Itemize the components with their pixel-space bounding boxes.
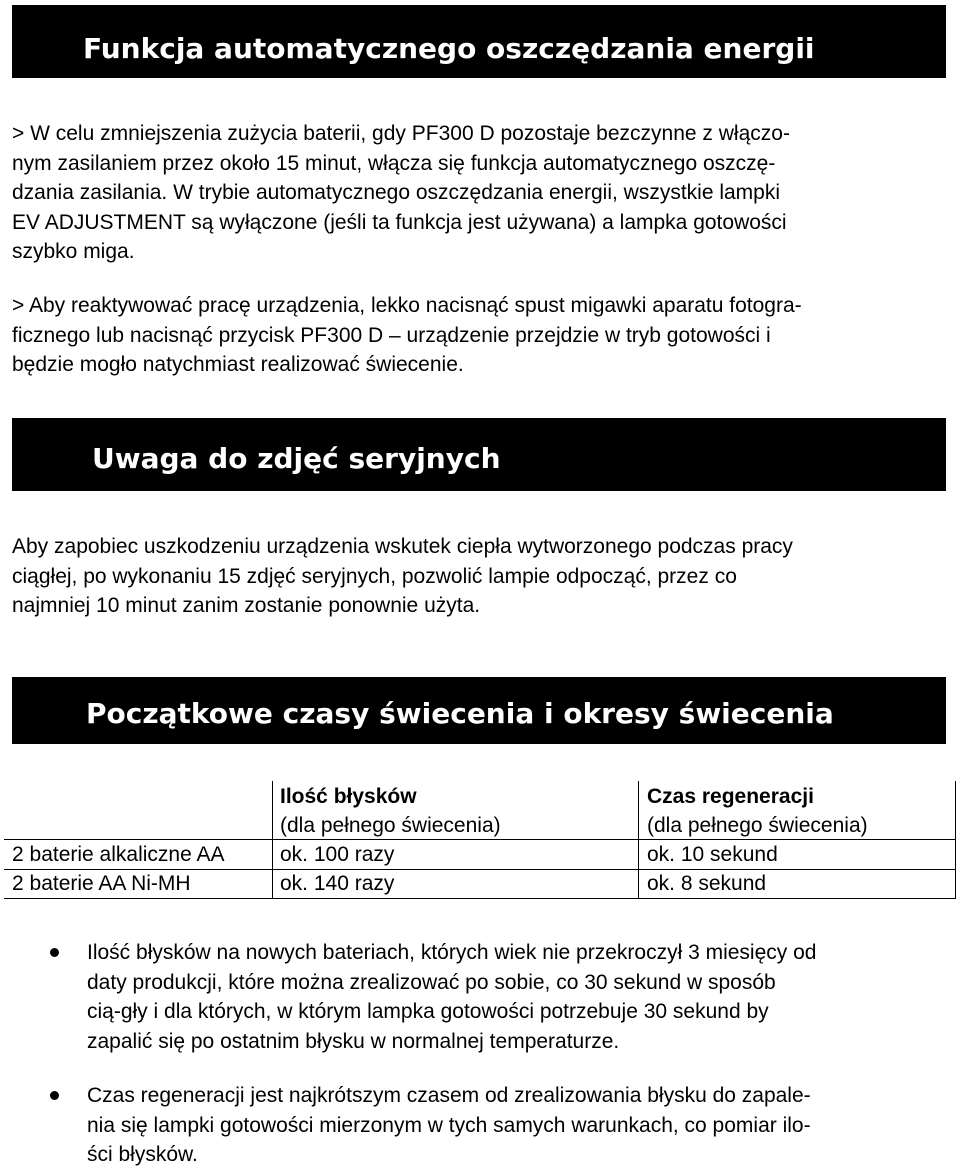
text-line: ciągłej, po wykonaniu 15 zdjęć seryjnych, pozwolić lampie odpocząć, przez co bbox=[12, 564, 737, 588]
table-subheader-flashes: (dla pełnego świecenia) bbox=[280, 814, 501, 837]
bullet-icon bbox=[50, 1091, 59, 1100]
text-line: daty produkcji, które można zrealizować po sobie, co 30 sekund w sposób bbox=[87, 970, 776, 994]
section-title-burst-note: Uwaga do zdjęć seryjnych bbox=[12, 418, 946, 491]
auto-power-save-paragraph bbox=[12, 119, 948, 267]
text-line: ści błysków. bbox=[87, 1143, 198, 1166]
reactivate-paragraph bbox=[12, 291, 948, 380]
text-line: EV ADJUSTMENT są wyłączone (jeśli ta funkcja jest używana) a lampka gotowości bbox=[12, 210, 787, 234]
bullet-icon bbox=[50, 948, 59, 957]
list-item-text bbox=[87, 938, 816, 1056]
text-line: nia się lampki gotowości mierzonym w tych samych warunkach, co pomiar ilo- bbox=[87, 1113, 811, 1137]
text-line: będzie mogło natychmiast realizować świecenie. bbox=[12, 353, 464, 376]
flash-count-table bbox=[4, 781, 956, 899]
table-divider bbox=[272, 781, 273, 899]
table-cell-recycle: ok. 8 sekund bbox=[647, 872, 767, 895]
text-line: Ilość błysków na nowych bateriach, których wiek nie przekroczył 3 miesięcy od bbox=[87, 941, 817, 964]
table-cell-recycle: ok. 10 sekund bbox=[647, 843, 778, 866]
burst-note-paragraph bbox=[12, 532, 948, 621]
text-line: Aby zapobiec uszkodzeniu urządzenia wskutek ciepła wytworzonego podczas pracy bbox=[12, 535, 793, 558]
text-line: > W celu zmniejszenia zużycia baterii, gdy PF300 D pozostaje bezczynne z włączo- bbox=[12, 122, 790, 145]
table-divider bbox=[4, 898, 956, 899]
text-line: Czas regeneracji jest najkrótszym czasem od zrealizowania błysku do zapale- bbox=[87, 1084, 811, 1107]
section-title-auto-power-save: Funkcja automatycznego oszczędzania energii bbox=[12, 5, 946, 78]
text-line: cią-gły i dla których, w którym lampka gotowości potrzebuje 30 sekund by bbox=[87, 1000, 769, 1023]
text-line: dzania zasilania. W trybie automatycznego oszczędzania energii, wszystkie lampki bbox=[12, 181, 781, 204]
table-divider bbox=[955, 781, 956, 899]
text-line: ficznego lub nacisnąć przycisk PF300 D – urządzenie przejdzie w tryb gotowości i bbox=[12, 323, 771, 347]
text-line: > Aby reaktywować pracę urządzenia, lekko nacisnąć spust migawki aparatu fotogra- bbox=[12, 294, 802, 317]
text-line: szybko miga. bbox=[12, 240, 135, 263]
text-line: najmniej 10 minut zanim zostanie ponownie użyta. bbox=[12, 594, 481, 617]
table-subheader-recycle: (dla pełnego świecenia) bbox=[647, 814, 868, 837]
table-cell-battery: 2 baterie AA Ni-MH bbox=[12, 872, 191, 895]
table-header-flashes: Ilość błysków bbox=[280, 785, 417, 808]
table-divider bbox=[638, 781, 639, 899]
table-cell-flashes: ok. 100 razy bbox=[280, 843, 395, 866]
text-line: nym zasilaniem przez około 15 minut, włącza się funkcja automatycznego oszczę- bbox=[12, 151, 776, 175]
list-item-text bbox=[87, 1081, 811, 1170]
table-header-recycle: Czas regeneracji bbox=[647, 785, 814, 808]
section-title-flash-times: Początkowe czasy świecenia i okresy świecenia bbox=[12, 677, 946, 744]
table-cell-battery: 2 baterie alkaliczne AA bbox=[12, 843, 225, 866]
text-line: zapalić się po ostatnim błysku w normalnej temperaturze. bbox=[87, 1029, 620, 1053]
table-cell-flashes: ok. 140 razy bbox=[280, 872, 395, 895]
